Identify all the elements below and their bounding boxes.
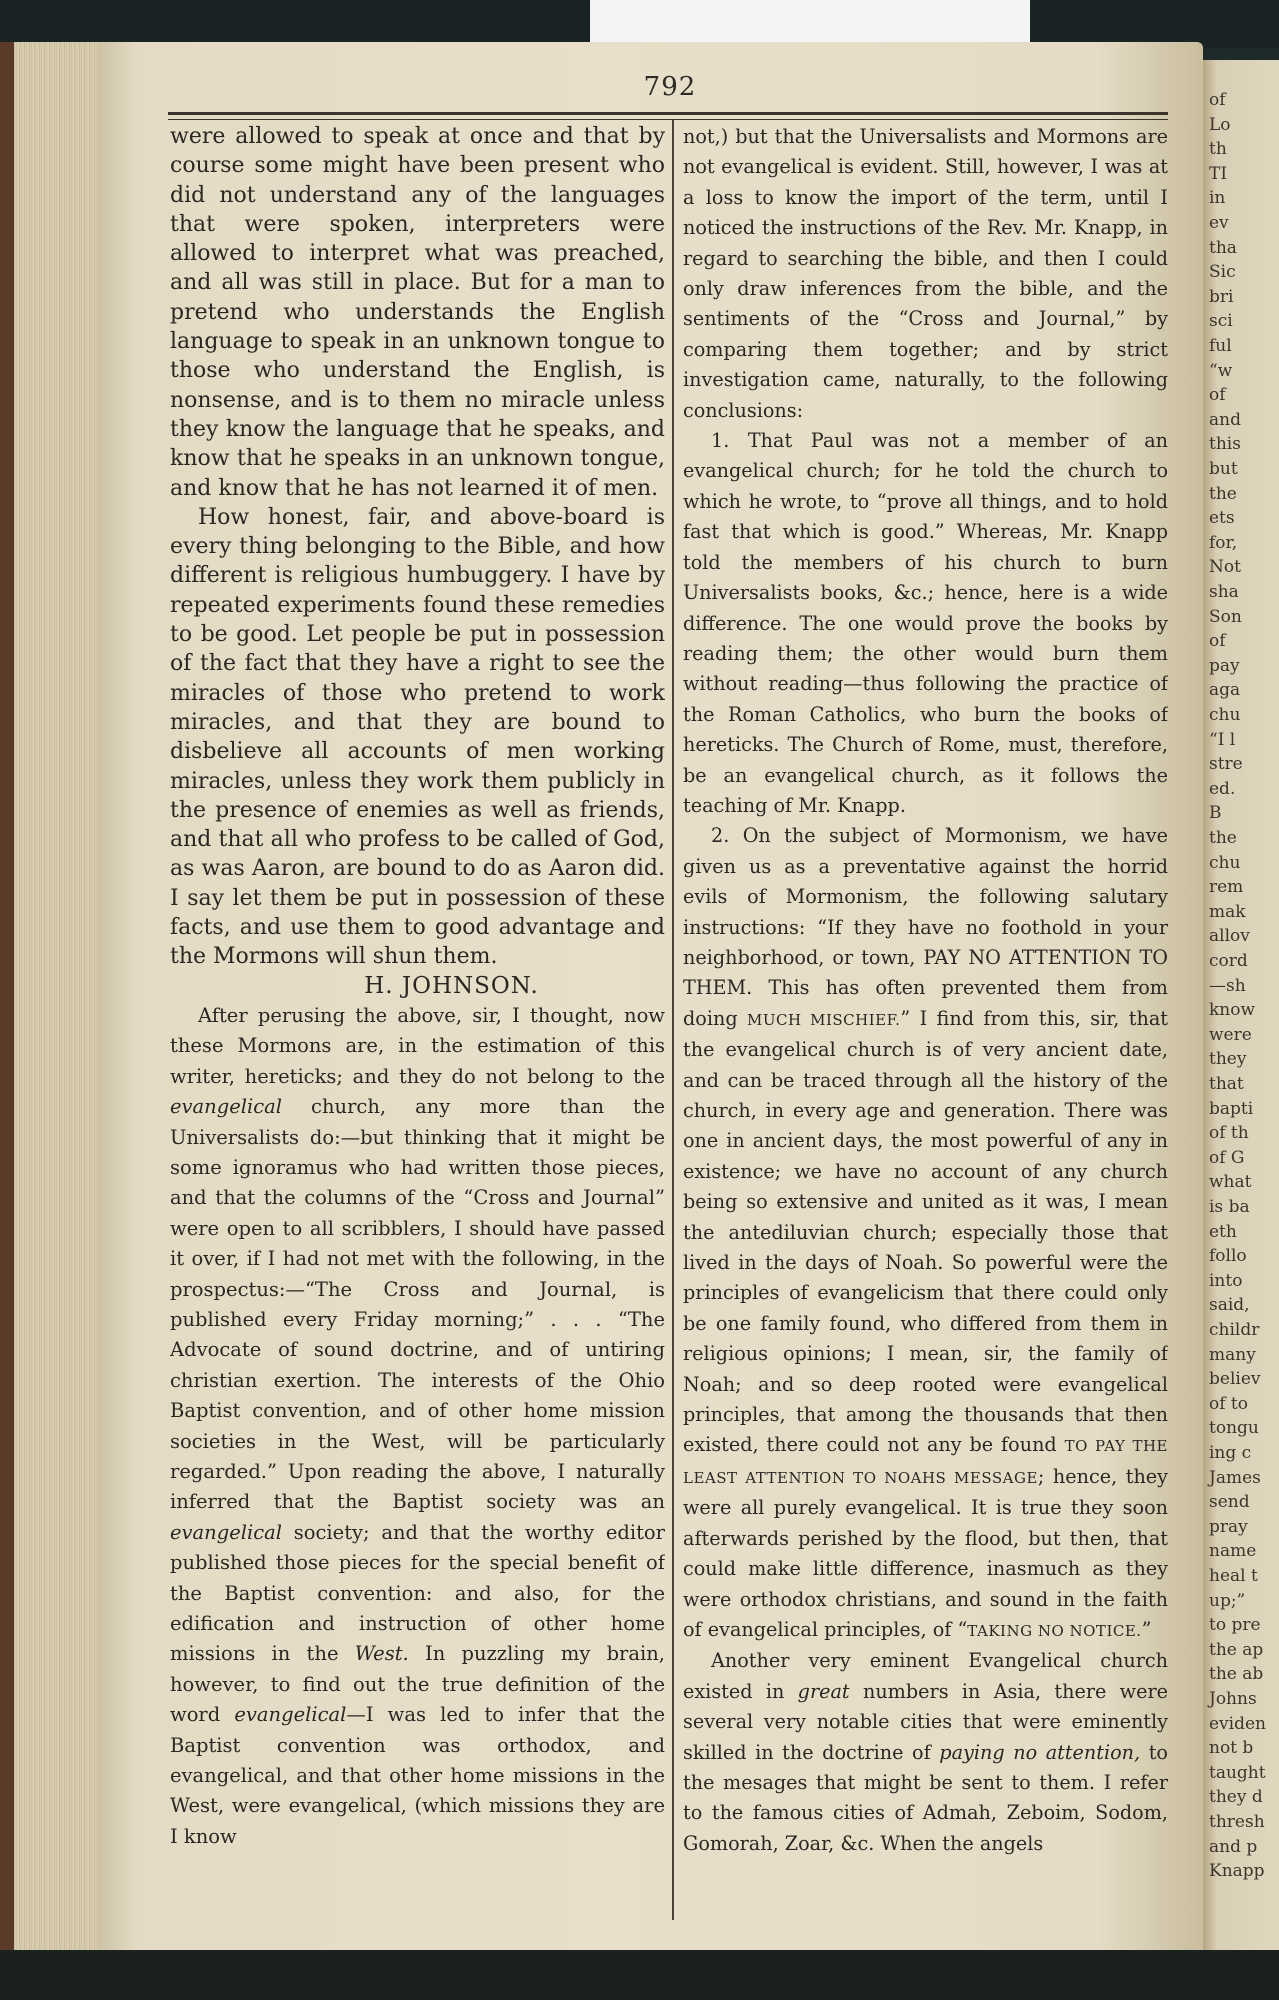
next-page-fragment: of th (1209, 1123, 1249, 1144)
next-page-fragment: name (1209, 1541, 1257, 1562)
next-page-fragment: they (1209, 1049, 1247, 1070)
next-page-fragment: follo (1209, 1246, 1247, 1267)
next-page-fragment: Son (1209, 606, 1242, 627)
next-page-fragment: chu (1209, 852, 1241, 873)
signature: H. JOHNSON. (364, 972, 539, 999)
next-page-fragment: of G (1209, 1147, 1245, 1168)
next-page-fragment: tha (1209, 237, 1237, 258)
next-page-fragment: stre (1209, 754, 1243, 775)
next-page-fragment: into (1209, 1270, 1243, 1291)
header-rule (168, 112, 1168, 120)
next-page-fragment: of (1209, 631, 1226, 652)
next-page-fragment: what (1209, 1172, 1252, 1193)
next-page-fragment: heal t (1209, 1566, 1258, 1586)
next-page-fragment: childr (1209, 1320, 1260, 1340)
text-run: numbers in Asia, there were several very notable cities that were eminently skilled in the doctrine of (683, 1679, 1168, 1764)
next-page-fragment: of to (1209, 1393, 1248, 1414)
right-column (683, 122, 1168, 1859)
text-run: ; hence, they were all purely evangelical. It is true they soon afterwards perished by the flood, but then, that could make little difference, inasmuch as they were orthodox christians, and sound in the faith of evangelical principles, of “ (683, 1464, 1168, 1641)
next-page-fragment: and (1209, 409, 1241, 430)
next-page-edge (1203, 60, 1279, 1950)
text-run: Another very eminent Evangelical church existed in (683, 1649, 1168, 1703)
text-run: ” (1141, 1617, 1152, 1641)
next-page-fragment: taught (1209, 1762, 1266, 1783)
next-page-fragment: the ab (1209, 1664, 1264, 1685)
next-page-fragment: pay (1209, 655, 1240, 676)
next-page-fragment: rem (1209, 877, 1244, 898)
next-page-fragment: tongu (1209, 1418, 1259, 1439)
next-page-fragment: know (1209, 1000, 1256, 1021)
next-page-fragment: said, (1209, 1295, 1250, 1316)
next-page-fragment: Knapp (1209, 1861, 1265, 1882)
text-run: church, any more than the Universalists do:—but thinking that it might be some ignoramus who had written those pieces, and that the columns of the “Cross and Journal” were open to all scribblers, I should have passed it over, if I had not met with the following, in the prospectus:—“The Cross and Journal, is published every Friday morning;” . . . “The Advocate of sound doctrine, and of untiring christian exertion. The interests of the Ohio Baptist convention, and of other home mission societies in the West, will be particularly regarded.” Upon reading the above, I naturally inferred that the Baptist society was an (170, 1095, 665, 1514)
top-paper-slip (590, 0, 1030, 44)
next-page-fragment: ing c (1209, 1443, 1252, 1463)
next-page-fragment: the (1209, 828, 1237, 848)
next-page-fragment: ets (1209, 508, 1235, 529)
next-page-fragment: Lo (1209, 114, 1231, 135)
next-page-fragment: James (1209, 1467, 1261, 1488)
next-page-fragment: many (1209, 1344, 1256, 1365)
next-page-fragment: “I l (1209, 729, 1236, 750)
next-page-fragment: pray (1209, 1516, 1248, 1537)
right-paragraph-4 (683, 1646, 1168, 1859)
book-binding (0, 42, 14, 1950)
next-page-fragment: believ (1209, 1369, 1261, 1390)
next-page-fragment: eviden (1209, 1713, 1266, 1734)
text-run: ” I find from this, sir, that the evangelical church is of very ancient date, and can be traced through all the history of the church, in every age and generation. There was one in ancient days, the most powerful of any in existence; we have no account of any church being so extensive and united as it was, I mean the antediluvian church; especially those that lived in the days of Noah. So powerful were the principles of evangelicism that there could only be one family found, who differed from them in religious opinions; I mean, sir, the family of Noah; and so deep rooted were evangelical principles, that among the thousands that then existed, there could not any be found (683, 1006, 1168, 1457)
page-stack-edges (0, 42, 99, 1950)
text-run: society; and that the worthy editor published those pieces for the special benefit of the Baptist convention: and also, for the edification and instruction of other home missions in the (170, 1520, 665, 1666)
next-page-fragment: of (1209, 90, 1226, 110)
next-page-fragment: Sic (1209, 262, 1236, 283)
next-page-fragment: “w (1209, 360, 1233, 381)
next-page-fragment: the (1209, 483, 1237, 504)
small-caps-run: TO PAY THE LEAST ATTENTION TO NOAHS MESSAGE (683, 1437, 1168, 1487)
next-page-fragment: ful (1209, 336, 1232, 356)
next-page-fragment: is ba (1209, 1197, 1250, 1217)
next-page-fragment: Not (1209, 557, 1241, 578)
text-run: In puzzling my brain, however, to find out the true definition of the word (170, 1642, 665, 1727)
next-page-fragment: up;” (1209, 1590, 1246, 1611)
italic-run: evangelical (170, 1520, 283, 1544)
right-paragraph-1: not,) but that the Universalists and Mormons are not evangelical is evident. Still, however, I was at a loss to know the import of the term, until I noticed the instructions of the Rev. Mr. Knapp, in regard to searching the bible, and then I could only draw inferences from the bible, and the sentiments of the “Cross and Journal,” by comparing them together; and by strict investigation came, naturally, to the following conclusions: (683, 125, 1168, 422)
left-paragraph-1: were allowed to speak at once and that by course some might have been present who did not understand any of the languages that were spoken, interpreters were allowed to interpret what was preached, and all was still in place. But for a man to pretend who understands the English language to speak in an unknown tongue to those who understand the English, is nonsense, and is to them no miracle unless they know the language that he speaks, and know that he speaks in an unknown tongue, and know that he has not learned it of men. (170, 124, 665, 501)
next-page-fragment: ev (1209, 213, 1229, 233)
next-page-fragment: in (1209, 188, 1226, 209)
next-page-fragment: B (1209, 803, 1222, 824)
next-page-fragment: —sh (1209, 975, 1246, 996)
italic-run: West. (354, 1642, 409, 1666)
text-run: —I was led to infer that the Baptist convention was orthodox, and evangelical, and that other home missions in the West, were evangelical, (which missions they are I know (170, 1703, 665, 1848)
next-page-fragment: Johns (1209, 1689, 1257, 1709)
next-page-fragment: mak (1209, 901, 1246, 922)
next-page-fragment: the ap (1209, 1639, 1264, 1660)
small-caps-run: TAKING NO NOTICE. (967, 1621, 1142, 1640)
next-page-fragment: to pre (1209, 1615, 1261, 1636)
left-column (170, 122, 665, 1852)
next-page-fragment: send (1209, 1492, 1250, 1513)
italic-run: paying no attention, (939, 1740, 1141, 1764)
next-page-fragment: and p (1209, 1836, 1258, 1857)
next-page-fragment: that (1209, 1074, 1244, 1094)
next-page-fragment: for, (1209, 532, 1238, 553)
bottom-background (0, 1950, 1279, 2000)
next-page-fragment: th (1209, 139, 1227, 160)
next-page-fragment: cord (1209, 951, 1248, 971)
right-paragraph-3 (683, 821, 1168, 1646)
next-page-fragment: allov (1209, 926, 1250, 947)
text-run: After perusing the above, sir, I thought, now these Mormons are, in the estimation of this writer, hereticks; and they do not belong to the (170, 1003, 665, 1088)
next-page-fragment: chu (1209, 705, 1241, 725)
next-page-fragment: not b (1209, 1738, 1254, 1759)
next-page-fragment: thresh (1209, 1812, 1265, 1832)
next-page-fragment: bapti (1209, 1098, 1254, 1119)
next-page-fragment: were (1209, 1024, 1252, 1045)
next-page-fragment: ed. (1209, 778, 1236, 799)
next-page-fragment: this (1209, 434, 1241, 455)
next-page-fragment: sci (1209, 311, 1233, 332)
next-page-fragment: of (1209, 385, 1226, 406)
right-paragraph-2: 1. That Paul was not a member of an evangelical church; for he told the church to which he wrote, to “prove all things, and to hold fast that which is good.” Whereas, Mr. Knapp told the members of his church to burn Universalists books, &c.; hence, here is a wide difference. The one would prove the books by reading them; the other would burn them without reading—thus following the practice of the Roman Catholics, who burn the books of hereticks. The Church of Rome, must, therefore, be an evangelical church, as it follows the teaching of Mr. Knapp. (683, 429, 1168, 817)
italic-run: evangelical (170, 1095, 283, 1119)
page-number: 792 (643, 72, 697, 102)
italic-run: great (797, 1679, 850, 1703)
next-page-fragment: TI (1209, 163, 1228, 184)
left-paragraph-2: How honest, fair, and above-board is every thing belonging to the Bible, and how different is religious humbuggery. I have by repeated experiments found these remedies to be good. Let people be put in possession of the fact that they have a right to see the miracles of those who pretend to work miracles, and that they are bound to disbelieve all accounts of men working miracles, unless they work them publicly in the presence of enemies as well as friends, and that all who profess to be called of God, as was Aaron, are bound to do as Aaron did. I say let them be put in possession of these facts, and use them to good advantage and the Mormons will shun them. (170, 504, 665, 970)
next-page-fragment: bri (1209, 286, 1234, 307)
next-page-fragment: but (1209, 459, 1238, 479)
text-run: to the mesages that might be sent to them. I refer to the famous cities of Admah, Zeboim, Sodom, Gomorah, Zoar, &c. When the angels (683, 1740, 1168, 1855)
column-divider (672, 120, 674, 1920)
left-paragraph-3 (170, 1001, 665, 1852)
next-page-fragment: aga (1209, 680, 1241, 701)
italic-run: evangelical (234, 1703, 347, 1727)
small-caps-run: MUCH MISCHIEF. (746, 1010, 901, 1029)
next-page-fragment: eth (1209, 1221, 1237, 1242)
next-page-fragment: they d (1209, 1787, 1263, 1808)
next-page-fragment: sha (1209, 582, 1239, 602)
text-run: 2. On the subject of Mormonism, we have given us as a preventative against the horrid evils of Mormonism, the following salutary instructions: “If they have no foothold in your neighborhood, or town, PAY NO ATTENTION TO THEM. This has often prevented them from doing (683, 824, 1168, 1030)
